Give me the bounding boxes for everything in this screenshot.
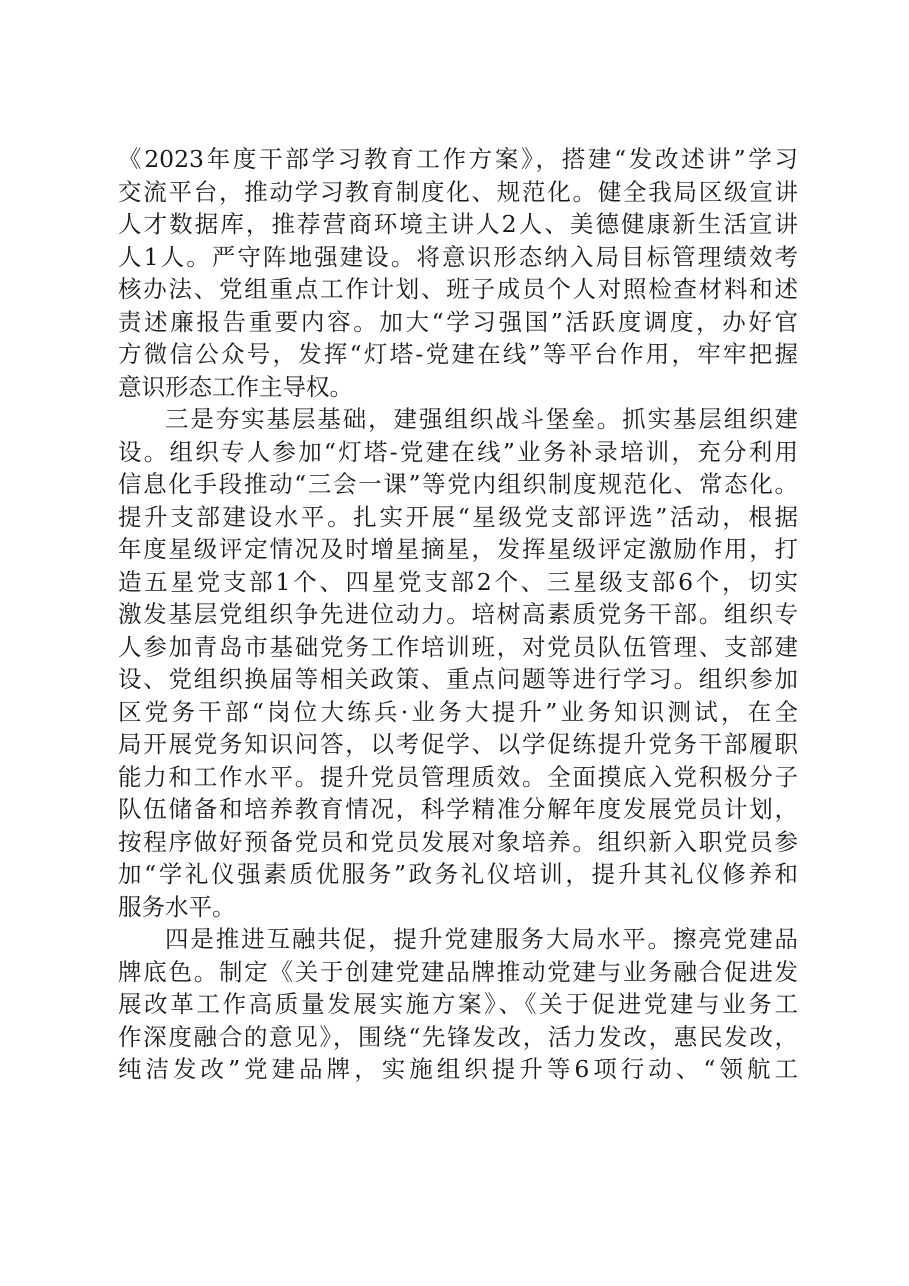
text-line: 按程序做好预备党员和党员发展对象培养。组织新入职党员参 bbox=[118, 827, 798, 856]
text-line: 信息化手段推动“三会一课”等党内组织制度规范化、常态化。 bbox=[118, 470, 798, 498]
text-line: 三是夯实基层基础，建强组织战斗堡垒。抓实基层组织建 bbox=[165, 405, 798, 433]
text-line: 交流平台，推动学习教育制度化、规范化。健全我局区级宣讲 bbox=[118, 177, 798, 206]
text-line: 牌底色。制定《关于创建党建品牌推动党建与业务融合促进发 bbox=[118, 957, 798, 986]
paragraph-3 bbox=[118, 923, 798, 1086]
paragraph-2 bbox=[118, 403, 798, 923]
text-line: 服务水平。 bbox=[118, 892, 236, 921]
text-line: 作深度融合的意见》，围绕“先锋发改，活力发改，惠民发改， bbox=[118, 1022, 798, 1051]
text-line: 人参加青岛市基础党务工作培训班，对党员队伍管理、支部建 bbox=[118, 632, 798, 661]
text-line: 设。组织专人参加“灯塔-党建在线”业务补录培训，充分利用 bbox=[118, 437, 798, 466]
text-line: 提升支部建设水平。扎实开展“星级党支部评选”活动，根据 bbox=[118, 502, 798, 531]
text-line: 局开展党务知识问答，以考促学、以学促练提升党务干部履职 bbox=[118, 730, 798, 758]
text-line: 《2023年度干部学习教育工作方案》，搭建“发改述讲”学习 bbox=[118, 145, 798, 173]
text-line: 四是推进互融共促，提升党建服务大局水平。擦亮党建品 bbox=[165, 925, 798, 953]
text-line: 方微信公众号，发挥“灯塔-党建在线”等平台作用，牢牢把握 bbox=[118, 340, 798, 368]
text-line: 纯洁发改”党建品牌，实施组织提升等6项行动、“领航工 bbox=[118, 1055, 798, 1083]
document-body bbox=[118, 143, 798, 1086]
text-line: 意识形态工作主导权。 bbox=[118, 372, 353, 401]
text-line: 区党务干部“岗位大练兵·业务大提升”业务知识测试，在全 bbox=[118, 697, 798, 726]
text-line: 核办法、党组重点工作计划、班子成员个人对照检查材料和述 bbox=[118, 275, 798, 303]
text-line: 能力和工作水平。提升党员管理质效。全面摸底入党积极分子 bbox=[118, 762, 798, 791]
text-line: 人才数据库，推荐营商环境主讲人2人、美德健康新生活宣讲 bbox=[118, 210, 798, 238]
text-line: 加“学礼仪强素质优服务”政务礼仪培训，提升其礼仪修养和 bbox=[118, 860, 798, 888]
text-line: 造五星党支部1个、四星党支部2个、三星级支部6个，切实 bbox=[118, 567, 798, 596]
text-line: 激发基层党组织争先进位动力。培树高素质党务干部。组织专 bbox=[118, 600, 798, 628]
text-line: 责述廉报告重要内容。加大“学习强国”活跃度调度，办好官 bbox=[118, 307, 798, 336]
text-line: 人1人。严守阵地强建设。将意识形态纳入局目标管理绩效考 bbox=[118, 242, 798, 271]
text-line: 展改革工作高质量发展实施方案》、《关于促进党建与业务工 bbox=[118, 990, 798, 1018]
text-line: 队伍储备和培养教育情况，科学精准分解年度发展党员计划， bbox=[118, 795, 798, 823]
text-line: 年度星级评定情况及时增星摘星，发挥星级评定激励作用，打 bbox=[118, 535, 798, 563]
paragraph-1 bbox=[118, 143, 798, 403]
text-line: 设、党组织换届等相关政策、重点问题等进行学习。组织参加 bbox=[118, 665, 798, 693]
